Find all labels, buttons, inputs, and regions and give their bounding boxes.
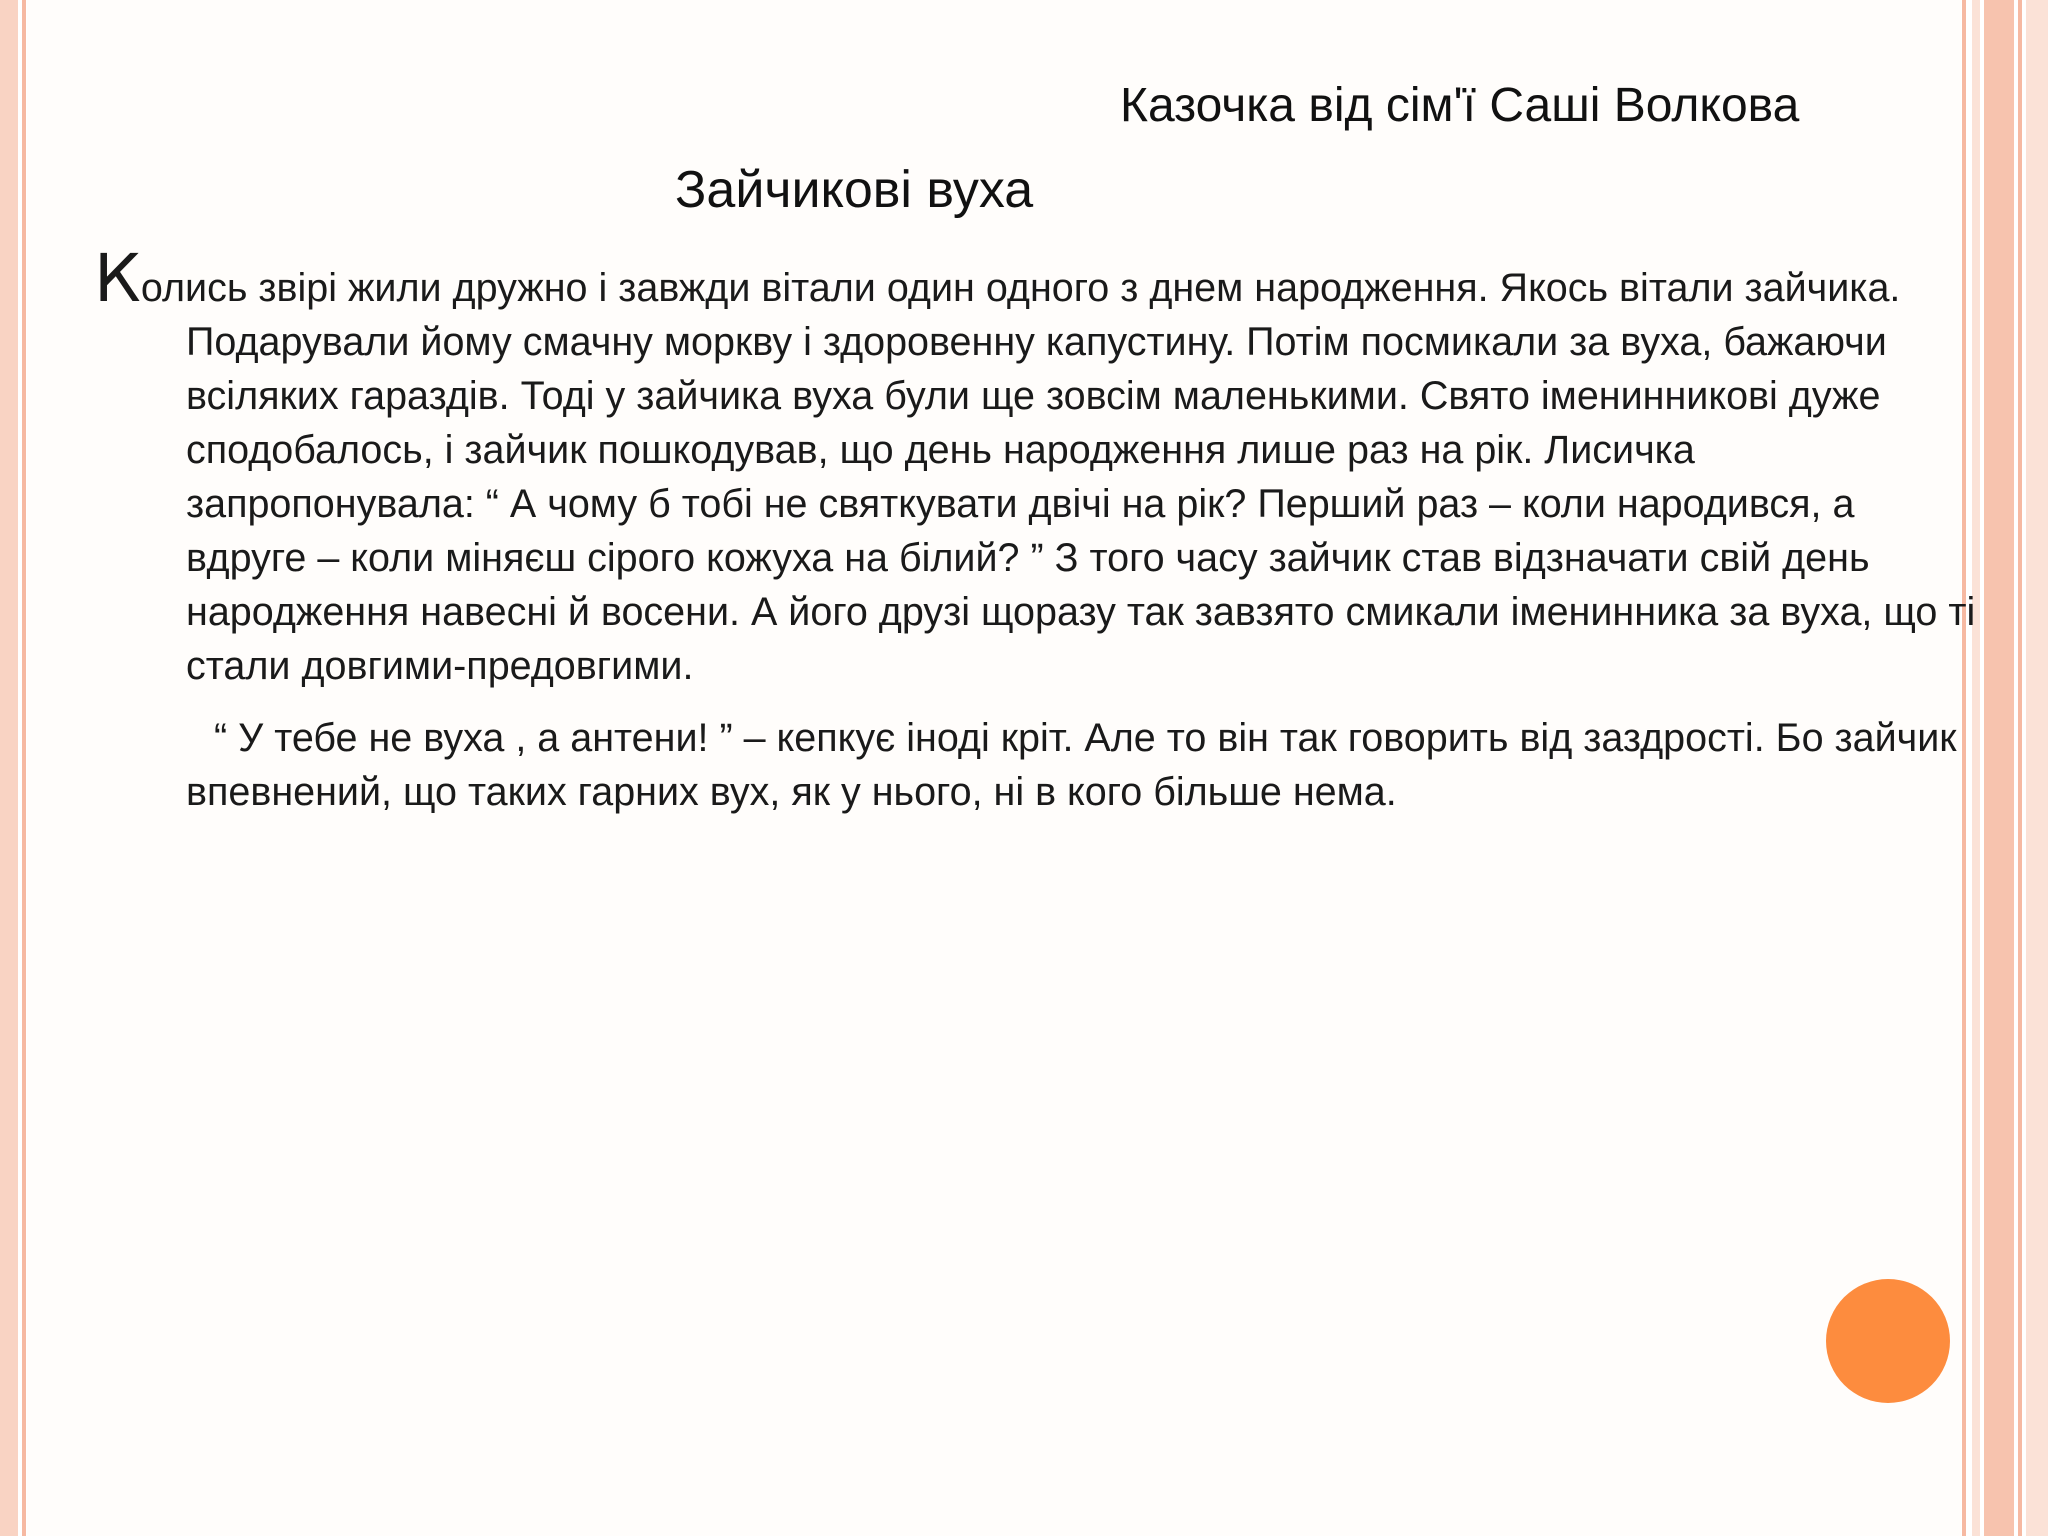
frame-stripe-right <box>1984 0 2014 1536</box>
slide-title: Зайчикові вуха <box>675 161 1034 219</box>
drop-cap: К <box>94 240 141 317</box>
frame-stripe-right-line-2 <box>2018 0 2022 1536</box>
story-paragraph-2 <box>94 711 1984 819</box>
frame-stripe-left-line <box>22 0 26 1536</box>
story-body <box>94 240 1984 819</box>
frame-stripe-right-edge <box>2026 0 2048 1536</box>
story-paragraph-2-text: “ У тебе не вуха , а антени! ” – кепкує іноді кріт. Але то він так говорить від заздрості. Бо зайчик впевнений, що таких гарних вух, як у нього, ні в кого більше нема. <box>186 716 1957 814</box>
slide-subtitle: Казочка від сім'ї Саші Волкова <box>1120 79 1800 132</box>
frame-stripe-left <box>0 0 18 1536</box>
story-paragraph-1 <box>94 240 1984 693</box>
story-paragraph-1-text: олись звірі жили дружно і завжди вітали один одного з днем народження. Якось вітали зайчика. Подарували йому смачну моркву і здоровенну капустину. Потім посмикали за вуха, бажаючи всіляких гараздів. Тоді у зайчика вуха були ще зовсім маленькими. Свято іменинникові дуже сподобалось, і зайчик пошкодував, що день народження лише раз на рік. Лисичка запропонувала: “ А чому б тобі не святкувати двічі на рік? Перший раз – коли народився, а вдруге – коли міняєш сірого кожуха на білий? ” З того часу зайчик став відзначати свій день народження навесні й восени. А його друзі щоразу так завзято смикали іменинника за вуха, що ті стали довгими-предовгими. <box>140 266 1976 688</box>
decorative-circle <box>1826 1279 1950 1403</box>
